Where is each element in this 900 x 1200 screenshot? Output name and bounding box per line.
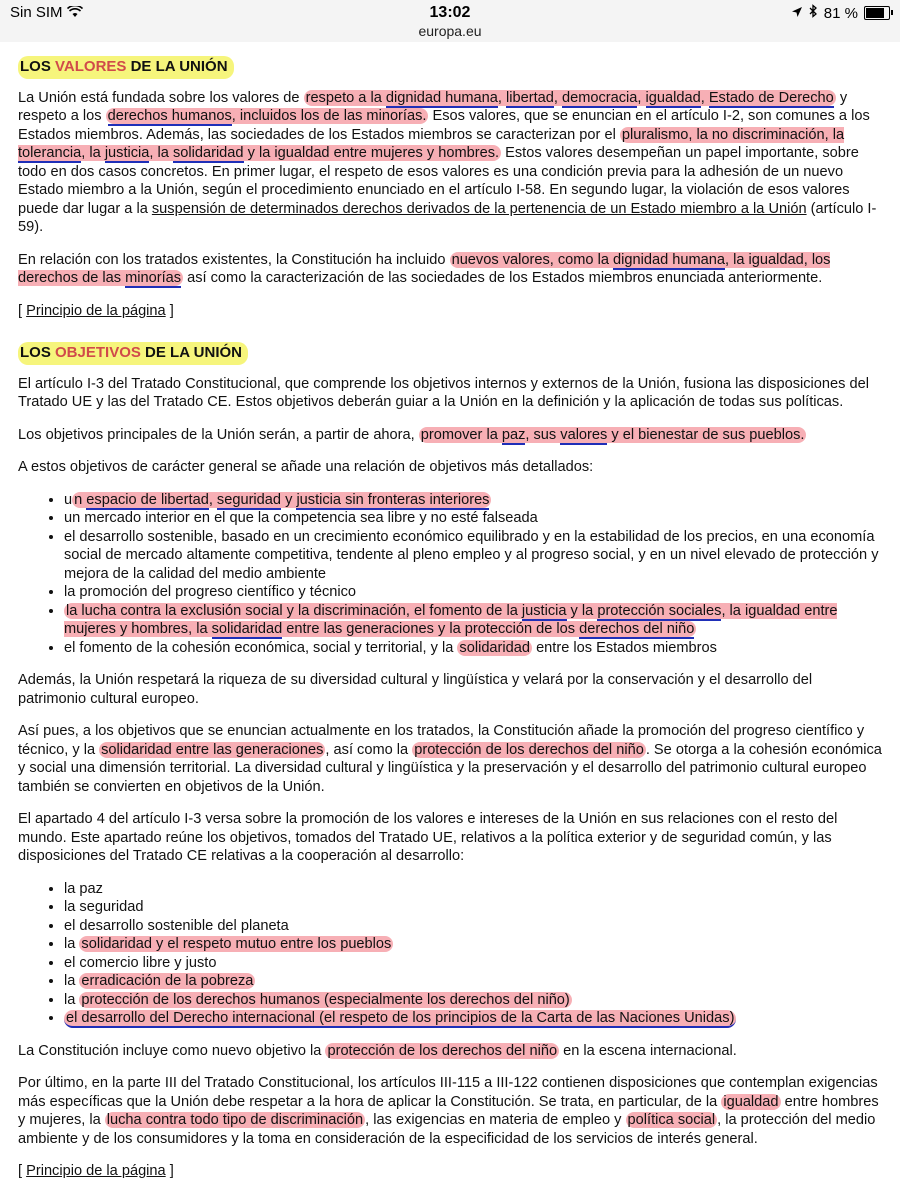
valores-paragraph-1: La Unión está fundada sobre los valores de respeto a la dignidad humana, libertad, democracia, igualdad, Estado de Derecho y respeto a los derechos humanos, incluidos los de las minorías. Esos valores, que se enuncian en el artículo I-2, son comunes a los Estados miembros. Además, las sociedades de los Estados miembros se caracterizan por el pluralismo, la no discriminación, la tolerancia, la justicia, la solidaridad y la igualdad entre mujeres y hombres. Estos valores desempeñan un papel importante, sobre todo en dos casos concretos. En primer lugar, el respeto de esos valores es una condición previa para la adhesión de un nuevo Estado miembro a la Unión, según el procedimiento enunciado en el artículo I-58. En segundo lugar, la violación de esos valores puede dar lugar a la suspensión de determinados derechos derivados de la pertenencia de un Estado miembro a la Unión (artículo I-59). [18,89,877,235]
list-item: • la promoción del progreso científico y técnico [64,583,882,602]
objetivos-paragraph-3: A estos objetivos de carácter general se añade una relación de objetivos más detallados: [18,459,594,475]
battery-percent: 81 % [823,4,858,22]
address-url[interactable]: europa.eu [418,23,482,39]
objetivos-paragraph-1: El artículo I-3 del Tratado Constitucional, que comprende los objetivos internos y externos de la Unión, fusiona las disposiciones del Tratado UE y las del Tratado CE. Estos objetivos deberán guiar a la Unión en la definición y la aplicación de todas sus políticas. [18,375,869,410]
objetivos-list [18,491,882,658]
section-title-objetivos: LOS OBJETIVOS DE LA UNIÓN [18,342,248,365]
valores-paragraph-2: En relación con los tratados existentes, la Constitución ha incluido nuevos valores, como la dignidad humana, la igualdad, los derechos de las minorías así como la caracterización de las sociedades de los Estados miembros enunciada anteriormente. [18,251,831,286]
list-item: • la seguridad [64,898,882,917]
objetivos-paragraph-5: Así pues, a los objetivos que se enuncian actualmente en los tratados, la Constitución añade la promoción del progreso científico y técnico, y la solidaridad entre las generaciones , así como la protección de los derechos del niño . Se otorga a la cohesión económica y social una dimensión territorial. La diversidad cultural y lingüística y la preservación y el desarrollo del patrimonio cultural europeo también se convierten en objetivos de la Unión. [18,723,882,795]
list-item: • la solidaridad y el respeto mutuo entre los pueblos [64,935,882,954]
list-item: • un mercado interior en el que la competencia sea libre y no esté falseada [64,509,882,528]
section-title-valores: LOS VALORES DE LA UNIÓN [18,56,234,79]
back-to-top-link[interactable]: Principio de la página [26,1163,166,1179]
location-icon [791,5,803,22]
back-to-top-link[interactable]: Principio de la página [26,302,166,319]
exterior-list [18,880,882,1028]
back-to-top-2: [ Principio de la página ] [18,1163,174,1179]
list-item: • el fomento de la cohesión económica, social y territorial, y la solidaridad entre los Estados miembros [64,639,882,658]
objetivos-paragraph-4: Además, la Unión respetará la riqueza de su diversidad cultural y lingüística y velará por la conservación y el desarrollo del patrimonio cultural europeo. [18,672,813,707]
list-item: • la paz [64,880,882,899]
carrier-label: Sin SIM [10,4,63,21]
list-item: • la protección de los derechos humanos (especialmente los derechos del niño) [64,991,882,1010]
objetivos-paragraph-2: Los objetivos principales de la Unión serán, a partir de ahora, promover la paz, sus valores y el bienestar de sus pueblos. [18,426,805,443]
back-to-top-1: [ Principio de la página ] [18,302,174,319]
list-item: • la erradicación de la pobreza [64,972,882,991]
bluetooth-icon [809,4,818,22]
objetivos-paragraph-8: Por último, en la parte III del Tratado Constitucional, los artículos III-115 a III-122 contienen disposiciones que contemplan exigencias más específicas que la Unión debe respetar a la hora de aplicar la Constitución. Se trata, en particular, de la igualdad entre hombres y mujeres, la lucha contra todo tipo de discriminación , las exigencias en materia de empleo y política social , la protección del medio ambiente y de los consumidores y la toma en consideración de la especificidad de los servicios de interés general. [18,1075,879,1147]
objetivos-paragraph-7: La Constitución incluye como nuevo objetivo la protección de los derechos del niño en la escena internacional. [18,1042,737,1059]
objetivos-paragraph-6: El apartado 4 del artículo I-3 versa sobre la promoción de los valores e intereses de la Unión en sus relaciones con el resto del mundo. Este apartado reúne los objetivos, tomados del Tratado UE, relativos a la política exterior y de seguridad común, y las disposiciones del Tratado CE relativas a la cooperación al desarrollo: [18,811,838,864]
battery-icon [864,6,890,20]
status-bar [0,0,900,42]
list-item: • el desarrollo sostenible, basado en un crecimiento económico equilibrado y en la estabilidad de los precios, en una economía social de mercado altamente competitiva, tendente al pleno empleo y al progreso social, y en un nivel elevado de protección y mejora de la calidad del medio ambiente [64,528,882,584]
list-item: • el comercio libre y justo [64,954,882,973]
list-item: • el desarrollo del Derecho internacional (el respeto de los principios de la Carta de las Naciones Unidas) [64,1009,882,1028]
list-item: • u n espacio de libertad, seguridad y justicia sin fronteras interiores [64,491,882,510]
status-right [791,4,890,22]
page-content [0,42,900,1181]
clock: 13:02 [429,4,471,21]
list-item: • el desarrollo sostenible del planeta [64,917,882,936]
list-item: • la lucha contra la exclusión social y la discriminación, el fomento de la justicia y la protección sociales, la igualdad entre mujeres y hombres, la solidaridad entre las generaciones y la protección de los derechos del niño [64,602,882,639]
